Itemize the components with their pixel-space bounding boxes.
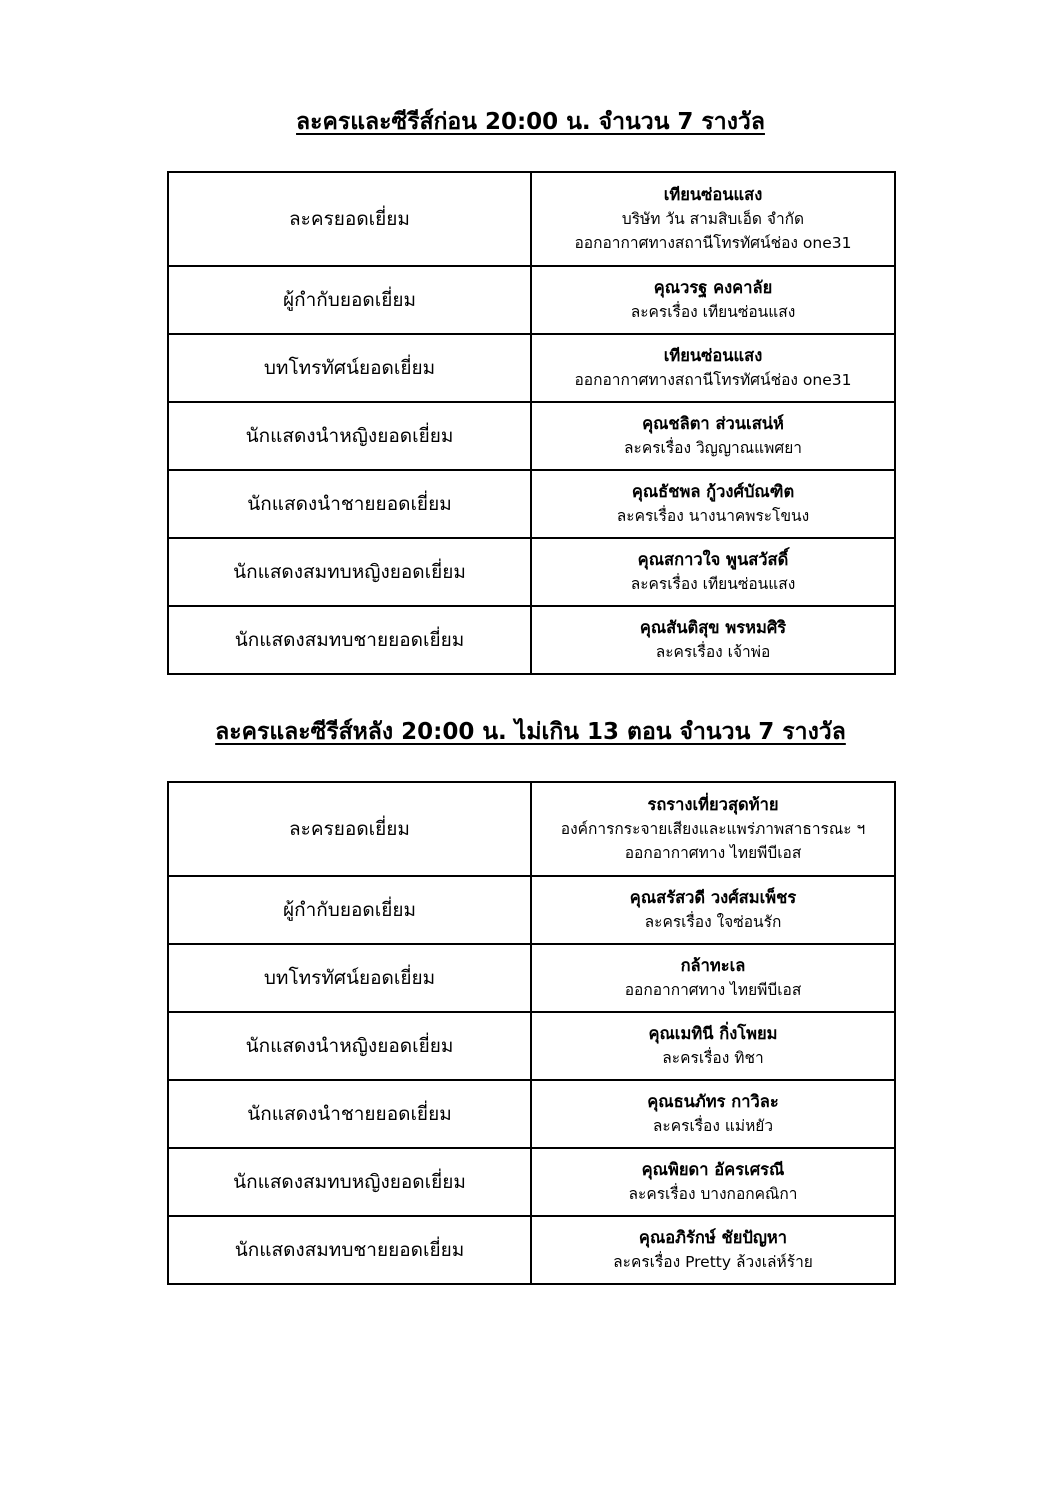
table-row xyxy=(168,172,895,266)
winner-cell xyxy=(531,470,895,538)
winner-cell xyxy=(531,1148,895,1216)
table-row xyxy=(168,1216,895,1284)
winner-cell xyxy=(531,1080,895,1148)
winner-cell xyxy=(531,606,895,674)
category-cell: นักแสดงนำชายยอดเยี่ยม xyxy=(168,1080,531,1148)
table-row xyxy=(168,470,895,538)
table-row xyxy=(168,782,895,876)
winner-cell xyxy=(531,1216,895,1284)
winner-name: คุณชลิตา ส่วนเสน่ห์ xyxy=(642,414,784,433)
winner-name: เทียนซ่อนแสง xyxy=(663,185,763,204)
winner-cell xyxy=(531,402,895,470)
category-cell: นักแสดงสมทบหญิงยอดเยี่ยม xyxy=(168,538,531,606)
category-cell: บทโทรทัศน์ยอดเยี่ยม xyxy=(168,944,531,1012)
winner-detail: ละครเรื่อง เทียนซ่อนแสง xyxy=(630,575,796,593)
award-table xyxy=(167,781,896,1285)
category-cell: นักแสดงนำชายยอดเยี่ยม xyxy=(168,470,531,538)
winner-cell xyxy=(531,1012,895,1080)
winner-name: คุณอภิรักษ์ ชัยปัญหา xyxy=(638,1228,788,1247)
table-row xyxy=(168,334,895,402)
winner-name: คุณธนภัทร กาวิละ xyxy=(647,1092,779,1111)
table-row xyxy=(168,1148,895,1216)
winner-detail: องค์การกระจายเสียงและแพร่ภาพสาธารณะ ฯ xyxy=(560,820,866,838)
award-table xyxy=(167,171,896,675)
winner-detail: บริษัท วัน สามสิบเอ็ด จำกัด xyxy=(621,210,805,228)
winner-name: คุณเมทินี กิ่งโพยม xyxy=(648,1024,778,1043)
category-cell: นักแสดงสมทบชายยอดเยี่ยม xyxy=(168,1216,531,1284)
category-cell: ละครยอดเยี่ยม xyxy=(168,782,531,876)
section-title: ละครและซีรีส์หลัง 20:00 น. ไม่เกิน 13 ตอน จำนวน 7 รางวัล xyxy=(215,719,846,745)
winner-detail: ออกอากาศทางสถานีโทรทัศน์ช่อง one31 xyxy=(574,234,852,252)
winner-cell xyxy=(531,538,895,606)
winner-detail: ละครเรื่อง เทียนซ่อนแสง xyxy=(630,303,796,321)
winner-detail: ละครเรื่อง ทิชา xyxy=(662,1049,764,1067)
winner-detail: ละครเรื่อง วิญญาณแพศยา xyxy=(624,439,802,457)
winner-detail: ออกอากาศทาง ไทยพีบีเอส xyxy=(624,844,802,862)
table-row xyxy=(168,538,895,606)
table-row xyxy=(168,1080,895,1148)
winner-detail: ละครเรื่อง บางกอกคณิกา xyxy=(628,1185,798,1203)
winner-name: คุณสกาวใจ พูนสวัสดิ์ xyxy=(637,550,789,569)
winner-detail: ละครเรื่อง Pretty ล้วงเล่ห์ร้าย xyxy=(613,1253,813,1271)
winner-detail: ออกอากาศทาง ไทยพีบีเอส xyxy=(624,981,802,999)
winner-cell xyxy=(531,266,895,334)
winner-name: คุณสันติสุข พรหมศิริ xyxy=(639,618,787,637)
table-row xyxy=(168,1012,895,1080)
category-cell: บทโทรทัศน์ยอดเยี่ยม xyxy=(168,334,531,402)
table-row xyxy=(168,944,895,1012)
section-title: ละครและซีรีส์ก่อน 20:00 น. จำนวน 7 รางวัล xyxy=(296,109,765,135)
category-cell: นักแสดงนำหญิงยอดเยี่ยม xyxy=(168,402,531,470)
winner-cell xyxy=(531,876,895,944)
winner-cell xyxy=(531,334,895,402)
winner-name: กล้าทะเล xyxy=(680,956,746,975)
category-cell: ละครยอดเยี่ยม xyxy=(168,172,531,266)
category-cell: นักแสดงนำหญิงยอดเยี่ยม xyxy=(168,1012,531,1080)
table-row xyxy=(168,402,895,470)
table-row xyxy=(168,876,895,944)
category-cell: นักแสดงสมทบชายยอดเยี่ยม xyxy=(168,606,531,674)
winner-name: คุณพิยดา อัครเศรณี xyxy=(641,1160,785,1179)
category-cell: นักแสดงสมทบหญิงยอดเยี่ยม xyxy=(168,1148,531,1216)
winner-detail: ออกอากาศทางสถานีโทรทัศน์ช่อง one31 xyxy=(574,371,852,389)
winner-name: คุณธัชพล กู้วงศ์บัณฑิต xyxy=(631,482,795,501)
winner-cell xyxy=(531,782,895,876)
winner-detail: ละครเรื่อง ใจซ่อนรัก xyxy=(644,913,782,931)
category-cell: ผู้กำกับยอดเยี่ยม xyxy=(168,266,531,334)
winner-detail: ละครเรื่อง แม่หยัว xyxy=(652,1117,774,1135)
winner-name: คุณวรฐ คงคาลัย xyxy=(653,278,773,297)
winner-name: เทียนซ่อนแสง xyxy=(663,346,763,365)
winner-detail: ละครเรื่อง นางนาคพระโขนง xyxy=(616,507,810,525)
winner-name: รถรางเที่ยวสุดท้าย xyxy=(647,795,779,814)
table-row xyxy=(168,266,895,334)
winner-cell xyxy=(531,172,895,266)
winner-detail: ละครเรื่อง เจ้าพ่อ xyxy=(655,643,771,661)
table-row xyxy=(168,606,895,674)
winner-name: คุณสรัสวดี วงศ์สมเพ็ชร xyxy=(629,888,797,907)
category-cell: ผู้กำกับยอดเยี่ยม xyxy=(168,876,531,944)
winner-cell xyxy=(531,944,895,1012)
